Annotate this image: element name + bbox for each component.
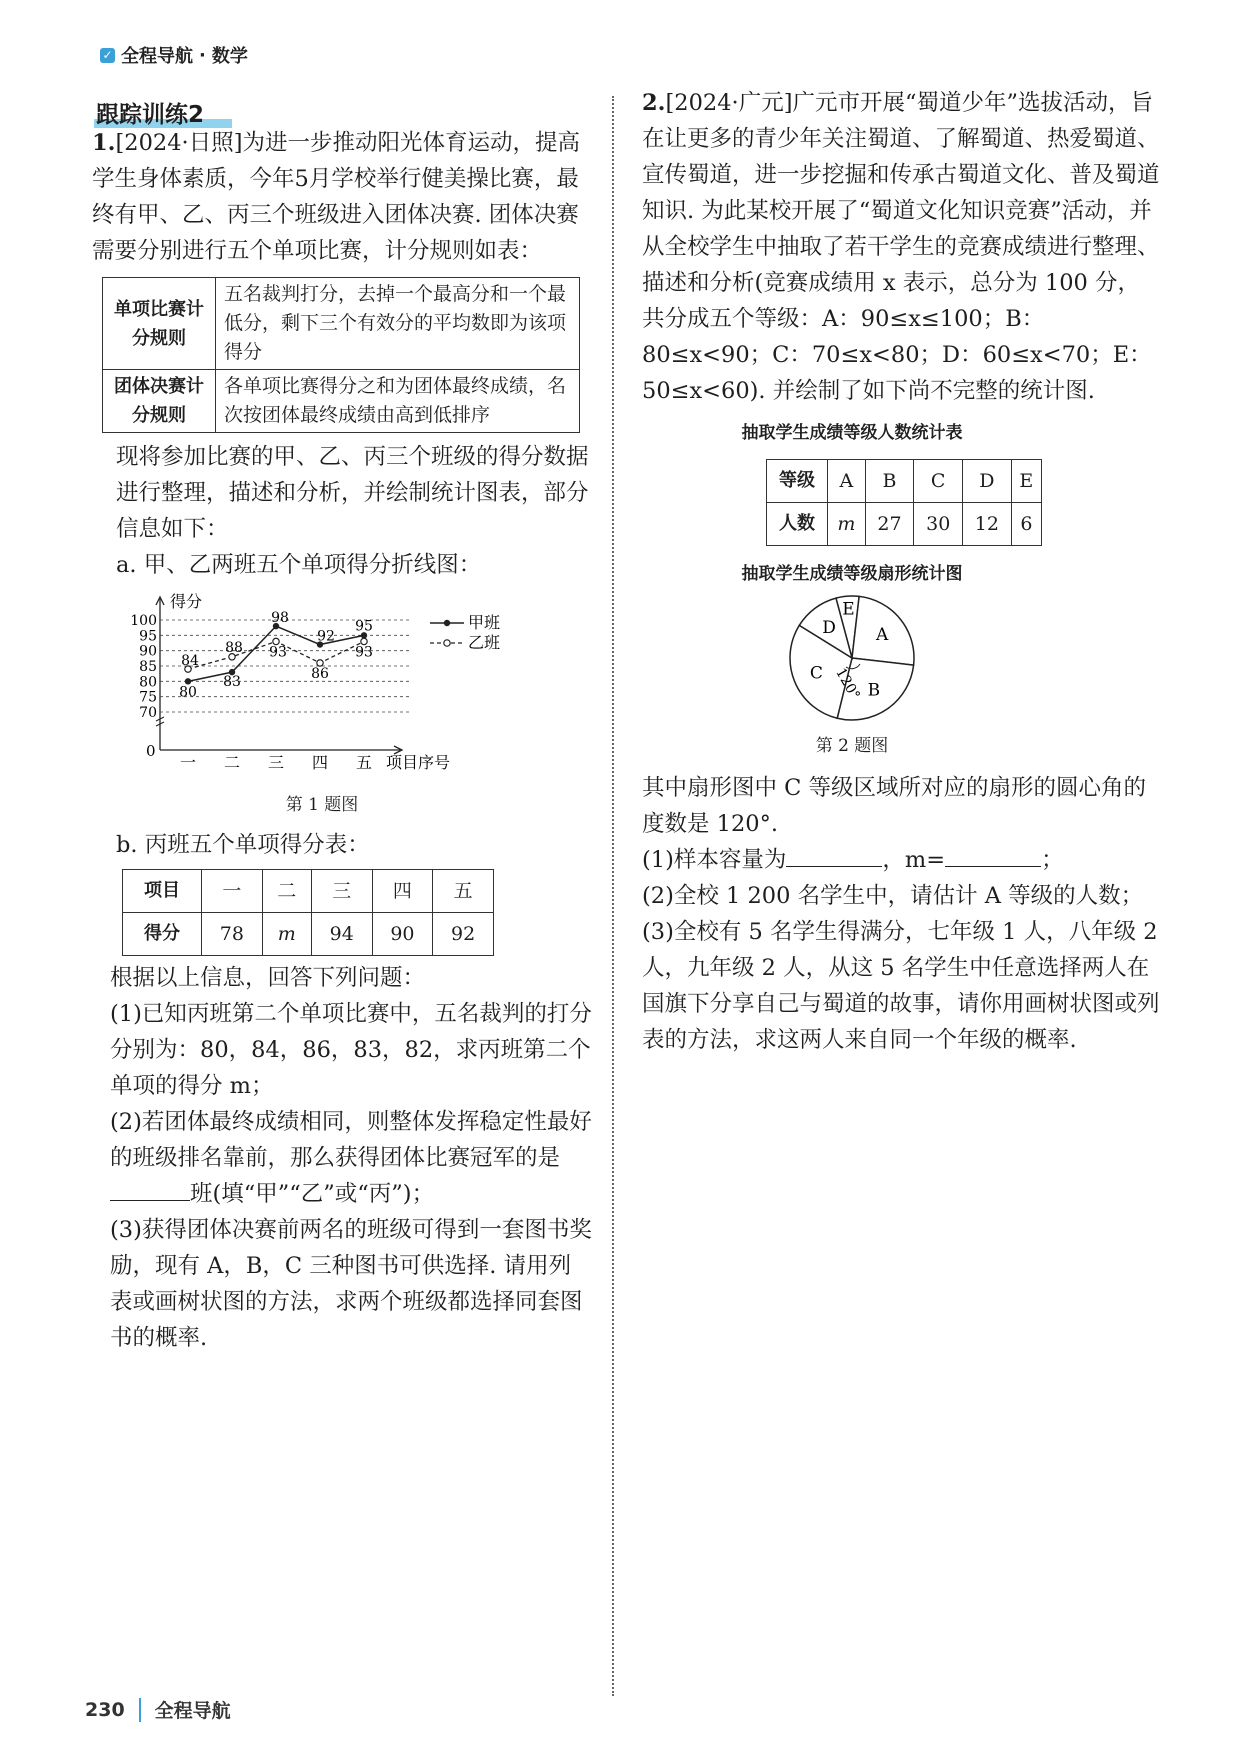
table-row [767, 503, 1042, 546]
table-row [123, 913, 494, 956]
q1-mid-text: 现将参加比赛的甲、乙、丙三个班级的得分数据进行整理，描述和分析，并绘制统计图表，部分信息如下： [116, 444, 589, 542]
table-cell: 92 [433, 913, 494, 956]
q1-sub2: (2)若团体最终成绩相同，则整体发挥稳定性最好的班级排名靠前，那么获得团体比赛冠军的是班(填“甲”“乙”或“丙”)； [110, 1109, 592, 1207]
table-cell: m [262, 913, 311, 956]
table-cell: m [828, 503, 866, 546]
q2-table-title: 抽取学生成绩等级人数统计表 [741, 423, 963, 443]
series-yi-data-label: 93 [269, 644, 287, 661]
y-tick-label: 95 [139, 628, 157, 645]
y-tick-label: 90 [139, 643, 157, 660]
rules-row [103, 370, 580, 433]
q2-sub3: (3)全校有 5 名学生得满分，七年级 1 人，八年级 2 人，九年级 2 人，从这 5 名学生中任意选择两人在国旗下分享自己与蜀道的故事，请你用画树状图或列表的方法，求这两人来自同一个年级的概率. [642, 919, 1160, 1053]
table-cell: 二 [262, 870, 311, 913]
table-cell: 三 [311, 870, 372, 913]
table-cell: 人数 [767, 503, 828, 546]
table-cell: B [865, 460, 914, 503]
column-divider [612, 96, 614, 1696]
q2-source: [2024·广元] [665, 90, 793, 116]
x-tick-label: 五 [355, 753, 373, 772]
legend-jia-marker [444, 620, 450, 626]
y-tick-label: 70 [139, 705, 157, 721]
q1-intro [92, 125, 592, 269]
line-chart [92, 585, 592, 785]
x-tick-label: 二 [223, 753, 241, 772]
q1-sub3: (3)获得团体决赛前两名的班级可得到一套图书奖励，现有 A，B，C 三种图书可供选择. 请用列表或画树状图的方法，求两个班级都选择同套图书的概率. [110, 1217, 592, 1351]
table-cell: 五 [433, 870, 494, 913]
q1-intro-text: 为进一步推动阳光体育运动，提高学生身体素质，今年5月学校举行健美操比赛，最终有甲、乙、丙三个班级进入团体决赛. 团体决赛需要分别进行五个单项比赛，计分规则如表： [92, 130, 580, 264]
y-tick-label: 75 [139, 689, 157, 706]
y-tick-label: 85 [139, 659, 157, 675]
legend-jia-label: 甲班 [468, 613, 501, 632]
q2-after-text: 其中扇形图中 C 等级区域所对应的扇形的圆心角的度数是 120°. [642, 775, 1147, 837]
section-title: 跟踪训练2 [96, 96, 204, 129]
q1-ask: 根据以上信息，回答下列问题： [110, 965, 426, 991]
table-cell: 78 [202, 913, 263, 956]
table-cell: 94 [311, 913, 372, 956]
figure-2-caption: 第 2 题图 [815, 736, 889, 756]
page-number: 230 [85, 1698, 125, 1721]
scoring-rules-table [102, 277, 580, 433]
rules-row [103, 278, 580, 370]
table-cell: E [1011, 460, 1041, 503]
series-jia-data-label: 80 [179, 684, 197, 701]
legend-yi-marker [444, 640, 450, 646]
x-tick-label: 四 [311, 753, 329, 772]
table-cell: 得分 [123, 913, 202, 956]
legend-yi-label: 乙班 [468, 633, 501, 652]
question-2 [642, 85, 1162, 1058]
series-yi-data-label: 86 [311, 665, 329, 682]
m-value-blank[interactable] [945, 842, 1041, 867]
origin-label: 0 [146, 742, 156, 760]
pie-label-e: E [842, 599, 855, 620]
table-cell: 等级 [767, 460, 828, 503]
table-cell: 30 [914, 503, 963, 546]
table-cell: 6 [1011, 503, 1041, 546]
book-title: 全程导航 [121, 46, 193, 67]
series-yi-data-label: 93 [355, 644, 373, 661]
q1-part-b-label: b. 丙班五个单项得分表： [116, 832, 370, 858]
rules-text-1: 五名裁判打分，去掉一个最高分和一个最低分，剩下三个有效分的平均数即为该项得分 [216, 278, 580, 370]
footer-separator [139, 1698, 141, 1722]
table-cell: 90 [372, 913, 433, 956]
table-cell: 27 [865, 503, 914, 546]
y-axis-label: 得分 [170, 592, 203, 611]
pie-label-c: C [809, 663, 823, 684]
table-row [123, 870, 494, 913]
table-cell: A [828, 460, 866, 503]
q1-part-a-label: a. 甲、乙两班五个单项得分折线图： [116, 552, 482, 578]
checkbox-icon: ✓ [100, 48, 115, 63]
q2-intro [642, 85, 1162, 409]
series-jia-data-label: 92 [317, 628, 335, 645]
answer-blank[interactable] [110, 1176, 190, 1201]
q1-number: 1. [92, 130, 116, 156]
pie-chart [642, 592, 1062, 724]
x-tick-label: 三 [267, 753, 285, 772]
page-footer [85, 1696, 231, 1723]
q1-questions [92, 960, 592, 1356]
rules-head-1: 单项比赛计分规则 [103, 278, 216, 370]
series-yi-data-label: 88 [225, 639, 243, 656]
q1-source: [2024·日照] [115, 130, 243, 156]
y-tick-label: 80 [139, 674, 157, 691]
table-row [767, 460, 1042, 503]
subject-title: 数学 [211, 46, 248, 67]
rules-text-2: 各单项比赛得分之和为团体最终成绩，名次按团体最终成绩由高到低排序 [216, 370, 580, 433]
table-cell: 12 [963, 503, 1012, 546]
y-tick-label: 100 [130, 613, 157, 629]
q2-number: 2. [642, 90, 666, 116]
series-jia-data-label: 95 [355, 618, 373, 635]
x-tick-label: 一 [179, 753, 197, 772]
series-yi-data-label: 84 [181, 653, 199, 670]
pie-label-d: D [822, 618, 836, 639]
pie-chart-title: 抽取学生成绩等级扇形统计图 [741, 564, 963, 584]
table-cell: 项目 [123, 870, 202, 913]
table-cell: D [963, 460, 1012, 503]
table-cell: 一 [202, 870, 263, 913]
x-axis-label: 项目序号 [386, 753, 451, 772]
pie-label-b: B [867, 680, 881, 701]
q2-intro-text: 广元市开展“蜀道少年”选拔活动，旨在让更多的青少年关注蜀道、了解蜀道、热爱蜀道、宣传蜀道，进一步挖掘和传承古蜀道文化、普及蜀道知识. 为此某校开展了“蜀道文化知识竞赛”活动，并从全校学生中抽取了若干学生的竞赛成绩进行整理、描述和分析(竞赛成绩用 x 表示，总分为 100 分，共分成五个等级：A：90≤x≤100；B：80≤x<90；C：70≤x<80；D：60≤x<70；E：50≤x<60). 并绘制了如下尚不完整的统计图. [642, 90, 1160, 404]
header-dot: · [199, 44, 206, 66]
page-header [100, 42, 248, 68]
pie-label-a: A [875, 625, 889, 646]
q2-sub1: (1)样本容量为 ，m= ； [642, 842, 1162, 878]
table-cell: 四 [372, 870, 433, 913]
series-jia-data-label: 83 [223, 674, 241, 691]
question-1 [92, 125, 592, 1356]
q2-sub2: (2)全校 1 200 名学生中，请估计 A 等级的人数； [642, 883, 1144, 909]
grade-count-table [766, 459, 1042, 546]
table-cell: C [914, 460, 963, 503]
footer-book: 全程导航 [154, 1700, 231, 1722]
rules-head-2: 团体决赛计分规则 [103, 370, 216, 433]
bing-score-table [122, 869, 494, 956]
sample-size-blank[interactable] [786, 842, 882, 867]
angle-annotation: 120° [832, 665, 863, 703]
figure-1-caption: 第 1 题图 [285, 795, 359, 815]
q1-sub1: (1)已知丙班第二个单项比赛中，五名裁判的打分分别为：80，84，86，83，82，求丙班第二个单项的得分 m； [110, 1001, 592, 1099]
series-jia-data-label: 98 [271, 610, 289, 627]
